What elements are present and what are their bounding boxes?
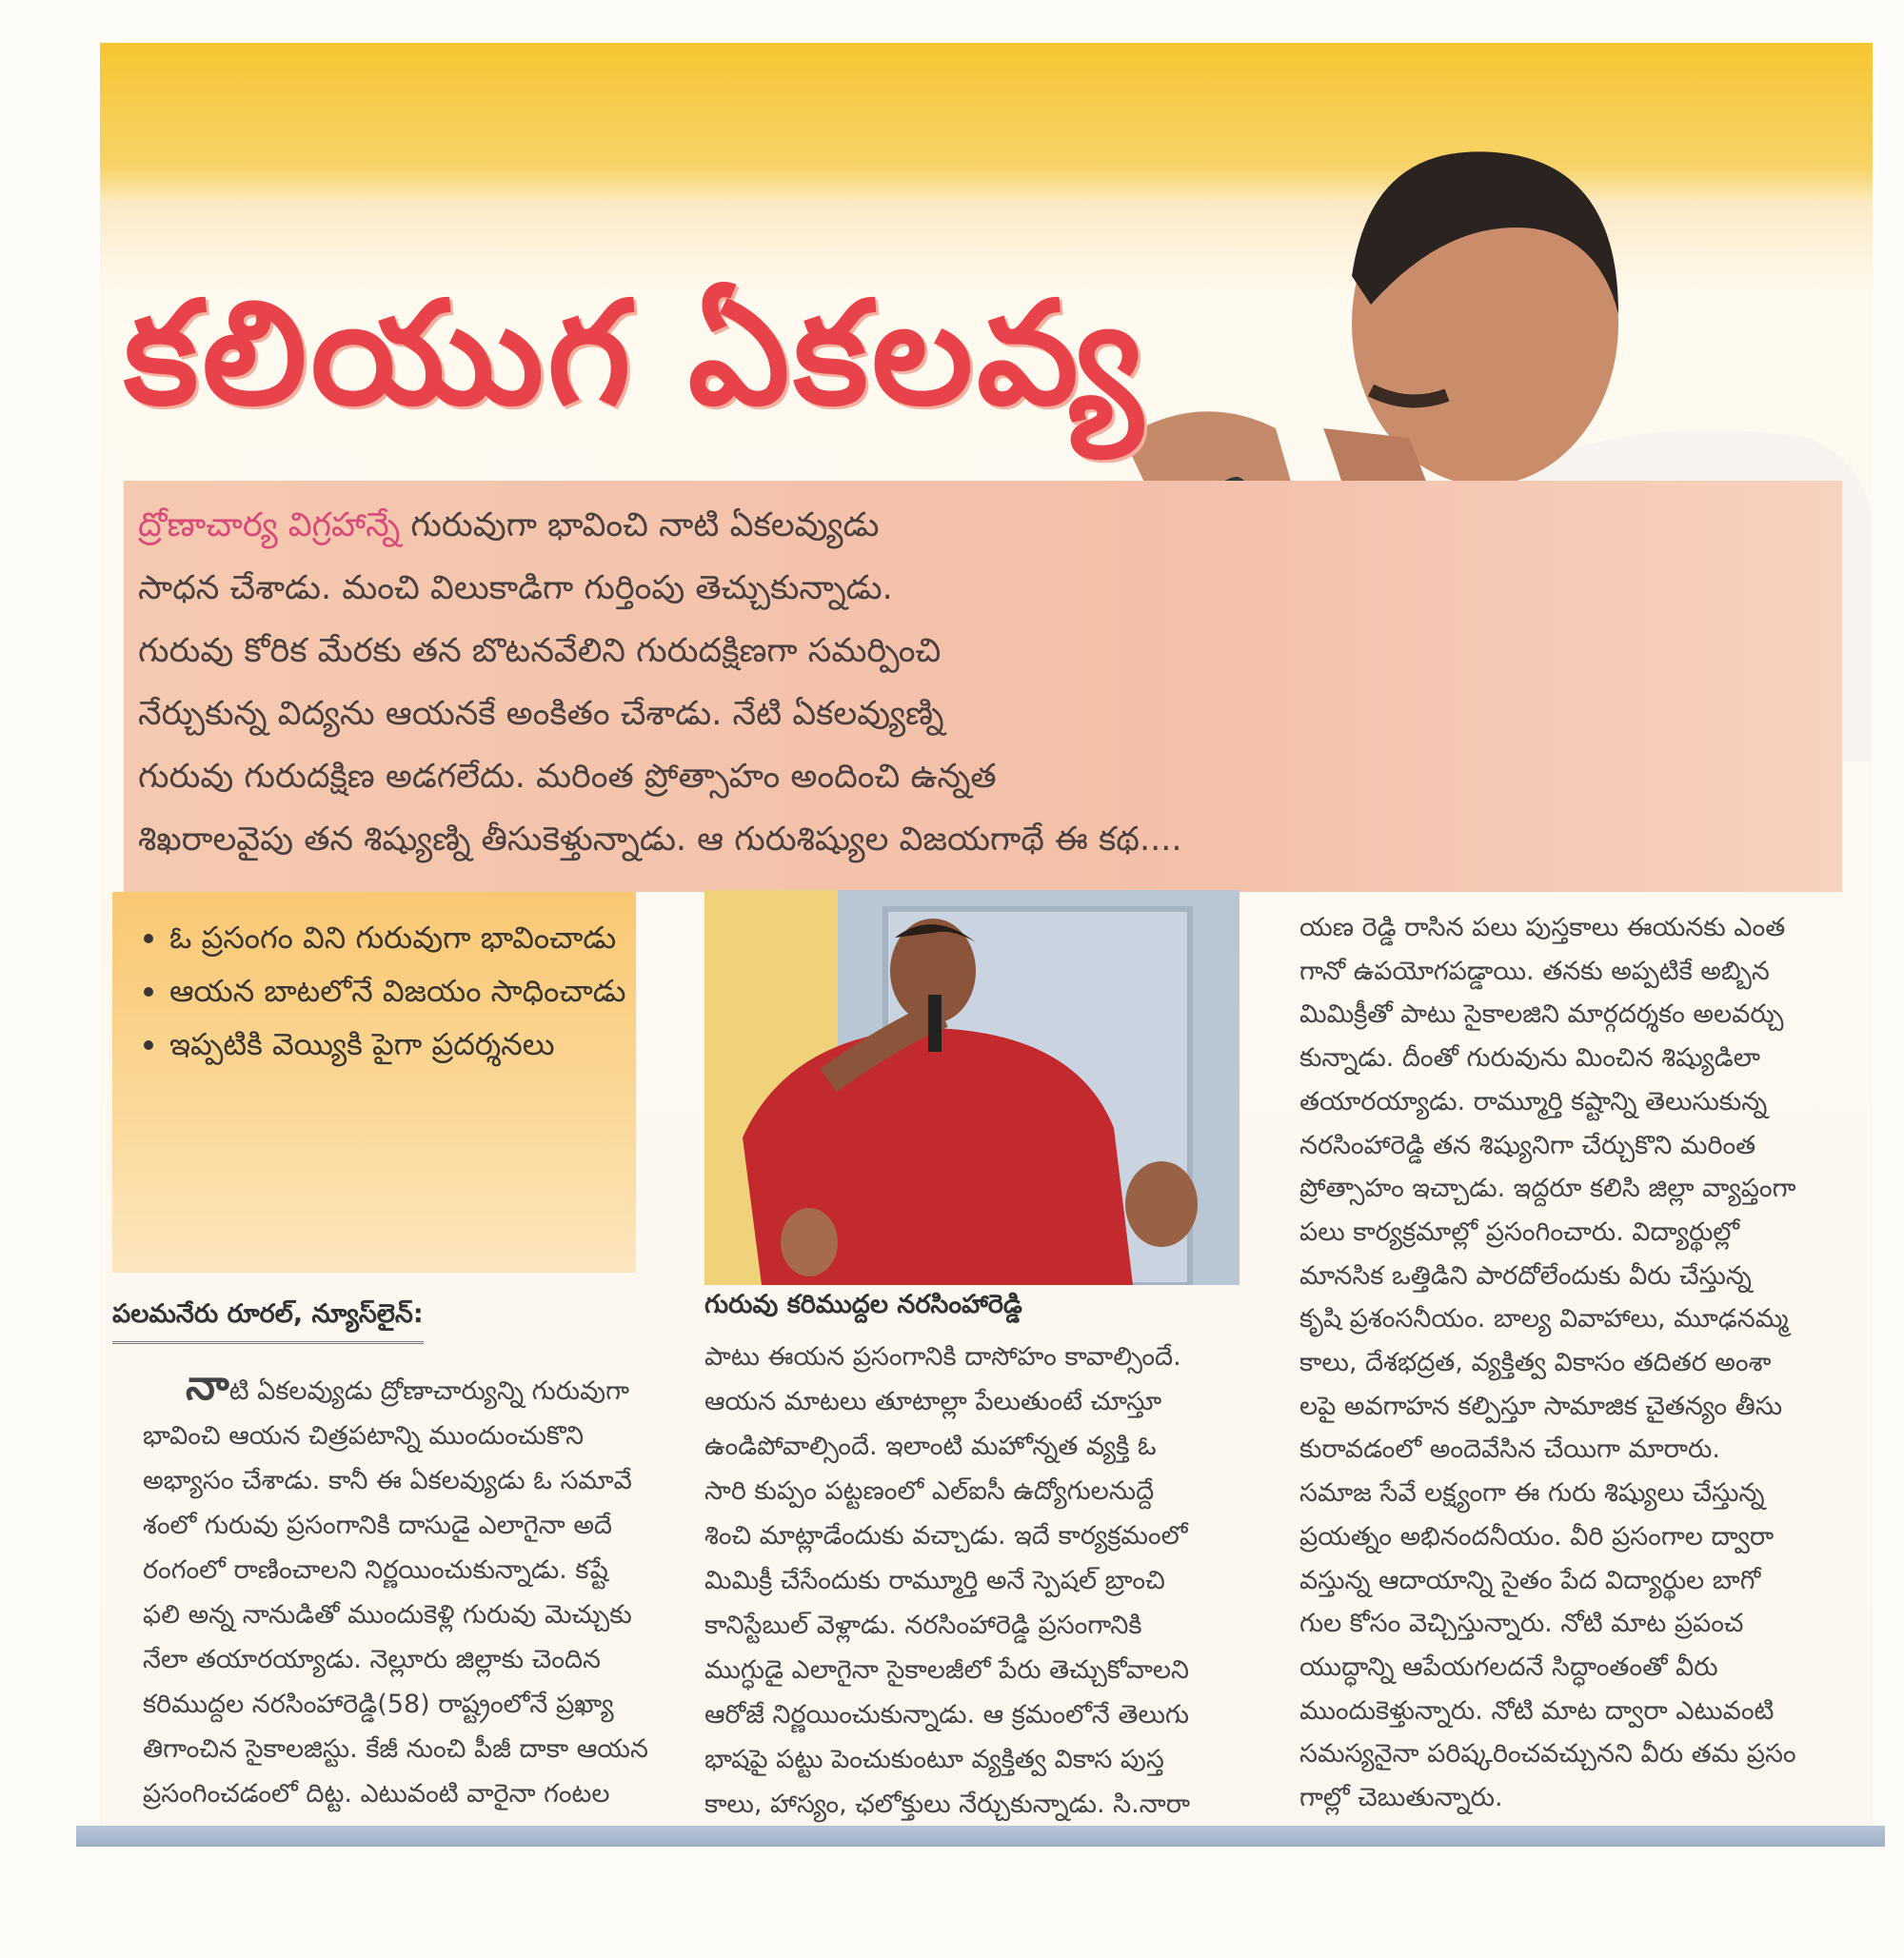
column-line: శించి మాట్లాడేందుకు వచ్చాడు. ఇదే కార్యక్రమంలో [704,1521,1188,1551]
highlight-item: • ఆయన బాటలోనే విజయం సాధించాడు [169,964,636,1018]
column-line: భావించి ఆయన చిత్రపటాన్ని ముందుంచుకొని [143,1421,585,1451]
column-line: రంగంలో రాణించాలని నిర్ణయించుకున్నాడు. కష్టే [143,1555,608,1585]
column-line: గుల కోసం వెచ్చిస్తున్నారు. నోటి మాట ప్రపంచ [1299,1609,1744,1639]
column-line: కాలు, దేశభద్రత, వ్యక్తిత్వ వికాసం తదితర అంశా [1299,1348,1772,1378]
column-line: కరిముద్దల నరసింహారెడ్డి(58) రాష్ట్రంలోనే ప్రఖ్యా [143,1690,614,1719]
intro-highlight: ద్రోణాచార్య విగ్రహాన్నే [138,506,401,544]
column-line: కాలు, హాస్యం, ఛలోక్తులు నేర్చుకున్నాడు. సి.నారా [704,1790,1191,1819]
column-line: ఫలి అన్న నానుడితో ముందుకెళ్లి గురువు మెచ్చుకు [143,1600,632,1630]
column-line: ప్రోత్సాహం ఇచ్చాడు. ఇద్దరూ కలిసి జిల్లా వ్యాప్తంగా [1299,1174,1796,1204]
column-line: యుద్ధాన్ని ఆపేయగలదనే సిద్ధాంతంతో వీరు [1299,1651,1718,1682]
column-line: మిమిక్రీతో పాటు సైకాలజిని మార్గదర్శకం అలవర్చు [1299,999,1784,1030]
column-line: ఉండిపోవాల్సిందే. ఇలాంటి మహోన్నత వ్యక్తి ఓ [704,1432,1157,1461]
column-line: పాటు ఈయన ప్రసంగానికి దాసోహం కావాల్సిందే. [704,1342,1181,1372]
column-line: సారి కుప్పం పట్టణంలో ఎల్‌ఐసీ ఉద్యోగులనుద్దే [704,1476,1155,1506]
intro-line: గురువు గురుదక్షిణ అడగలేదు. మరింత ప్రోత్సాహం అందించి ఉన్నత [138,758,997,796]
article-column-right [1299,906,1847,1820]
column-line: పలు కార్యక్రమాల్లో ప్రసంగించారు. విద్యార్థుల్లో [1299,1216,1740,1247]
column-line: కృషి ప్రశంసనీయం. బాల్య వివాహాలు, మూఢనమ్మ [1299,1304,1789,1335]
column-line: భాషపై పట్టు పెంచుకుంటూ వ్యక్తిత్వ వికాస పుస్త [704,1745,1164,1774]
column-line: కురావడంలో అందెవేసిన చేయిగా మారారు. [1299,1434,1720,1465]
article-column-middle [704,1335,1242,1827]
intro-line-text: గురువుగా భావించి నాటి ఏకలవ్యుడు [410,506,880,544]
column-line: అభ్యాసం చేశాడు. కానీ ఈ ఏకలవ్యుడు ఓ సమావే [143,1466,632,1495]
column-line: ఆయన మాటలు తూటాల్లా పేలుతుంటే చూస్తూ [704,1387,1162,1416]
column-line: లపై అవగాహన కల్పిస్తూ సామాజిక చైతన్యం తీసు [1299,1391,1783,1421]
column-line: మిమిక్రీ చేసేందుకు రామ్మూర్తి అనే స్పెషల్ బ్రాంచి [704,1566,1165,1595]
column-line: శంలో గురువు ప్రసంగానికి దాసుడై ఎలాగైనా అదే [143,1511,612,1540]
column-line [143,1363,657,1414]
highlight-item: • ఓ ప్రసంగం విని గురువుగా భావించాడు [169,911,636,964]
intro-line: నేర్చుకున్న విద్యను ఆయనకే అంకితం చేశాడు. నేటి ఏకలవ్యుణ్ని [138,695,944,733]
bottom-strip [76,1826,1885,1847]
first-line: టి ఏకలవ్యుడు ద్రోణాచార్యున్ని గురువుగా [228,1376,629,1406]
column-line: తయారయ్యాడు. రామ్మూర్తి కష్టాన్ని తెలుసుకున్న [1299,1086,1768,1117]
intro-box [124,481,1842,892]
intro-line: గురువు కోరిక మేరకు తన బొటనవేలిని గురుదక్షిణగా సమర్పించి [138,632,942,670]
column-line: మానసిక ఒత్తిడిని పారదోలేందుకు వీరు చేస్తున్న [1299,1260,1752,1291]
intro-line: సాధన చేశాడు. మంచి విలుకాడిగా గుర్తింపు తెచ్చుకున్నాడు. [138,569,893,607]
highlight-item: • ఇప్పటికి వెయ్యికి పైగా ప్రదర్శనలు [169,1018,636,1071]
column-line: తిగాంచిన సైకాలజిస్టు. కేజీ నుంచి పీజీ దాకా ఆయన [143,1734,648,1764]
column-line: కున్నాడు. దీంతో గురువును మించిన శిష్యుడిలా [1299,1043,1761,1074]
column-line: గాల్లో చెబుతున్నారు. [1299,1783,1503,1813]
column-line: కానిస్టేబుల్ వెళ్లాడు. నరసింహారెడ్డి ప్రసంగానికి [704,1611,1142,1640]
column-line: గానో ఉపయోగపడ్డాయి. తనకు అప్పటికే అబ్బిన [1299,956,1770,986]
dateline: పలమనేరు రూరల్, న్యూస్‌లైన్: [112,1299,424,1344]
column-line: సమాజ సేవే లక్ష్యంగా ఈ గురు శిష్యులు చేస్తున్న [1299,1478,1765,1509]
column-line: ఆరోజే నిర్ణయించుకున్నాడు. ఆ క్రమంలోనే తెలుగు [704,1700,1190,1730]
highlights-box [112,892,636,1273]
column-line: యణ రెడ్డి రాసిన పలు పుస్తకాలు ఈయనకు ఎంత [1299,913,1786,942]
intro-line [138,494,1404,557]
headline: కలియుగ ఏకలవ్య [124,271,1146,437]
column-line: సమస్యనైనా పరిష్కరించవచ్చునని వీరు తమ ప్రసం [1299,1739,1796,1770]
column-line: వస్తున్న ఆదాయాన్ని సైతం పేద విద్యార్థుల బాగో [1299,1565,1761,1595]
column-line: నరసింహారెడ్డి తన శిష్యునిగా చేర్చుకొని మరింత [1299,1130,1756,1160]
column-line: ముగ్ధుడై ఎలాగైనా సైకాలజీలో పేరు తెచ్చుకోవాలని [704,1655,1189,1685]
column-line: ముందుకెళ్తున్నారు. నోటి మాట ద్వారా ఎటువంటి [1299,1695,1775,1726]
highlights-list [112,911,636,1071]
drop-cap: నా [186,1361,229,1410]
article-column-left [143,1363,657,1816]
photo-caption: గురువు కరిముద్దల నరసింహారెడ్డి [704,1290,1022,1319]
column-line: నేలా తయారయ్యాడు. నెల్లూరు జిల్లాకు చెందిన [143,1645,601,1674]
column-line: ప్రయత్నం అభినందనీయం. వీరి ప్రసంగాల ద్వారా [1299,1521,1775,1552]
column-line: ప్రసంగించడంలో దిట్ట. ఎటువంటి వారైనా గంటల [143,1779,610,1809]
guru-photo [704,890,1240,1285]
intro-text [138,494,1404,871]
intro-line: శిఖరాలవైపు తన శిష్యుణ్ని తీసుకెళ్తున్నాడు. ఆ గురుశిష్యుల విజయగాథే ఈ కథ.... [138,821,1182,859]
